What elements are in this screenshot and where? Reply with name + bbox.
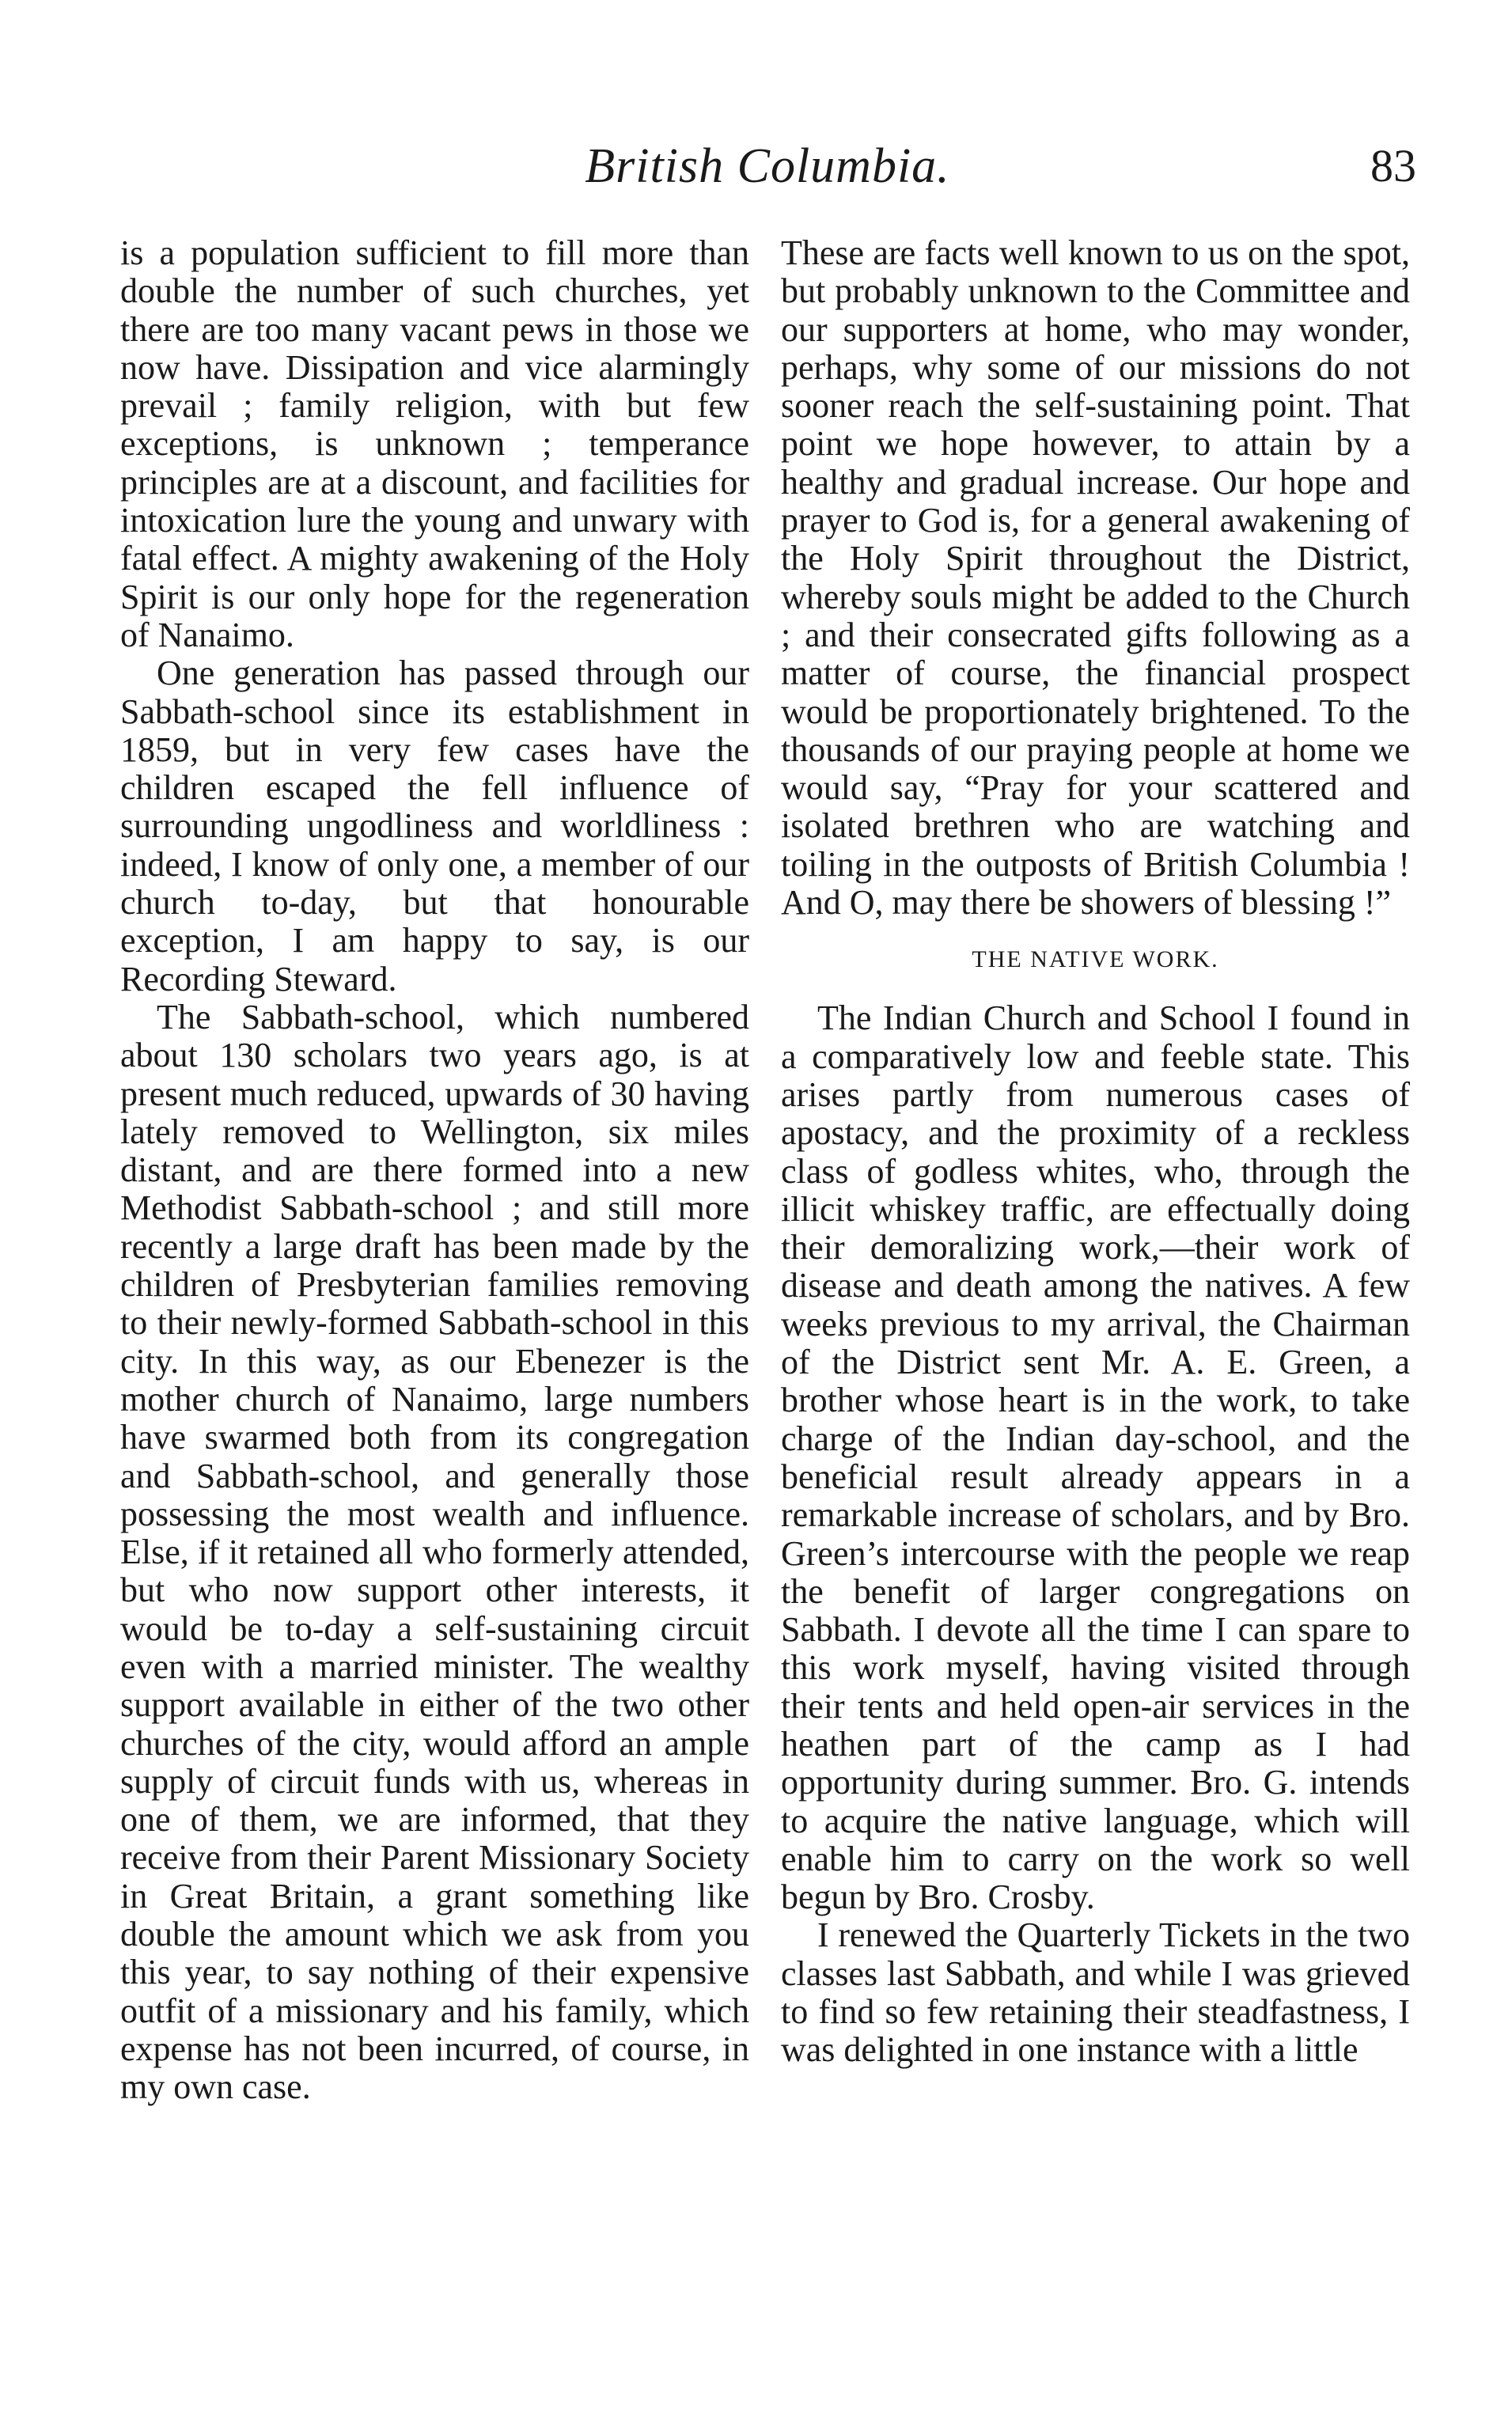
right-column	[781, 234, 1410, 2370]
paragraph-continued: is a population sufficient to fill more than double the number of such churches, yet there are too many vacant pews in those we now have. Dissipation and vice alarmingly prevail ; family religion, with but few exceptions, is unknown ; temperance principles are at a discount, and facilities for intoxication lure the young and unwary with fatal effect. A mighty awakening of the Holy Spirit is our only hope for the regeneration of Nanaimo.	[120, 234, 749, 654]
paragraph-continued: These are facts well known to us on the spot, but probably unknown to the Committee and our supporters at home, who may wonder, perhaps, why some of our missions do not sooner reach the self-sustaining point. That point we hope however, to attain by a healthy and gradual increase. Our hope and prayer to God is, for a general awakening of the Holy Spirit throughout the District, whereby souls might be added to the Church ; and their consecrated gifts following as a matter of course, the financial prospect would be proportionately brightened. To the thousands of our praying people at home we would say, “Pray for your scattered and isolated brethren who are watching and toiling in the outposts of British Columbia ! And O, may there be showers of blessing !”	[781, 234, 1410, 923]
page-header	[119, 135, 1416, 198]
paragraph: One generation has passed through our Sabbath-school since its establishment in 1859, but in very few cases have the children escaped the fell influence of surrounding ungodliness and worldliness : indeed, I know of only one, a member of our church to-day, but that honourable exception, I am happy to say, is our Recording Steward.	[120, 654, 749, 998]
paragraph: The Indian Church and School I found in a comparatively low and feeble state. This arises partly from numerous cases of apostacy, and the proximity of a reckless class of godless whites, who, through the illicit whiskey traffic, are effectually doing their demoralizing work,—their work of disease and death among the natives. A few weeks previous to my arrival, the Chairman of the District sent Mr. A. E. Green, a brother whose heart is in the work, to take charge of the Indian day-school, and the beneficial result already appears in a remarkable increase of scholars, and by Bro. Green’s intercourse with the people we reap the benefit of larger congregations on Sabbath. I devote all the time I can spare to this work myself, having visited through their tents and held open-air services in the heathen part of the camp as I had opportunity during summer. Bro. G. intends to acquire the native language, which will enable him to carry on the work so well begun by Bro. Crosby.	[781, 998, 1410, 1917]
running-title: British Columbia.	[585, 139, 950, 193]
paragraph: I renewed the Quarterly Tickets in the two classes last Sabbath, and while I was grieved to find so few retaining their steadfastness, I was delighted in one instance with a little	[781, 1915, 1410, 2070]
left-column	[120, 234, 749, 2370]
section-heading: THE NATIVE WORK.	[972, 946, 1219, 973]
paragraph: The Sabbath-school, which numbered about 130 scholars two years ago, is at present much reduced, upwards of 30 having lately removed to Wellington, six miles distant, and are there formed into a new Methodist Sabbath-school ; and still more recently a large draft has been made by the children of Presbyterian families removing to their newly-formed Sabbath-school in this city. In this way, as our Ebenezer is the mother church of Nanaimo, large numbers have swarmed both from its congregation and Sabbath-school, and generally those possessing the most wealth and influence. Else, if it retained all who formerly attended, but who now support other interests, it would be to-day a self-sustaining circuit even with a married minister. The wealthy support available in either of the two other churches of the city, would afford an ample supply of circuit funds with us, whereas in one of them, we are informed, that they receive from their Parent Missionary Society in Great Britain, a grant something like double the amount which we ask from you this year, to say nothing of their expensive outfit of a missionary and his family, which expense has not been incurred, of course, in my own case.	[120, 997, 749, 2107]
page-number: 83	[1370, 140, 1416, 191]
body-columns	[120, 234, 1410, 2370]
